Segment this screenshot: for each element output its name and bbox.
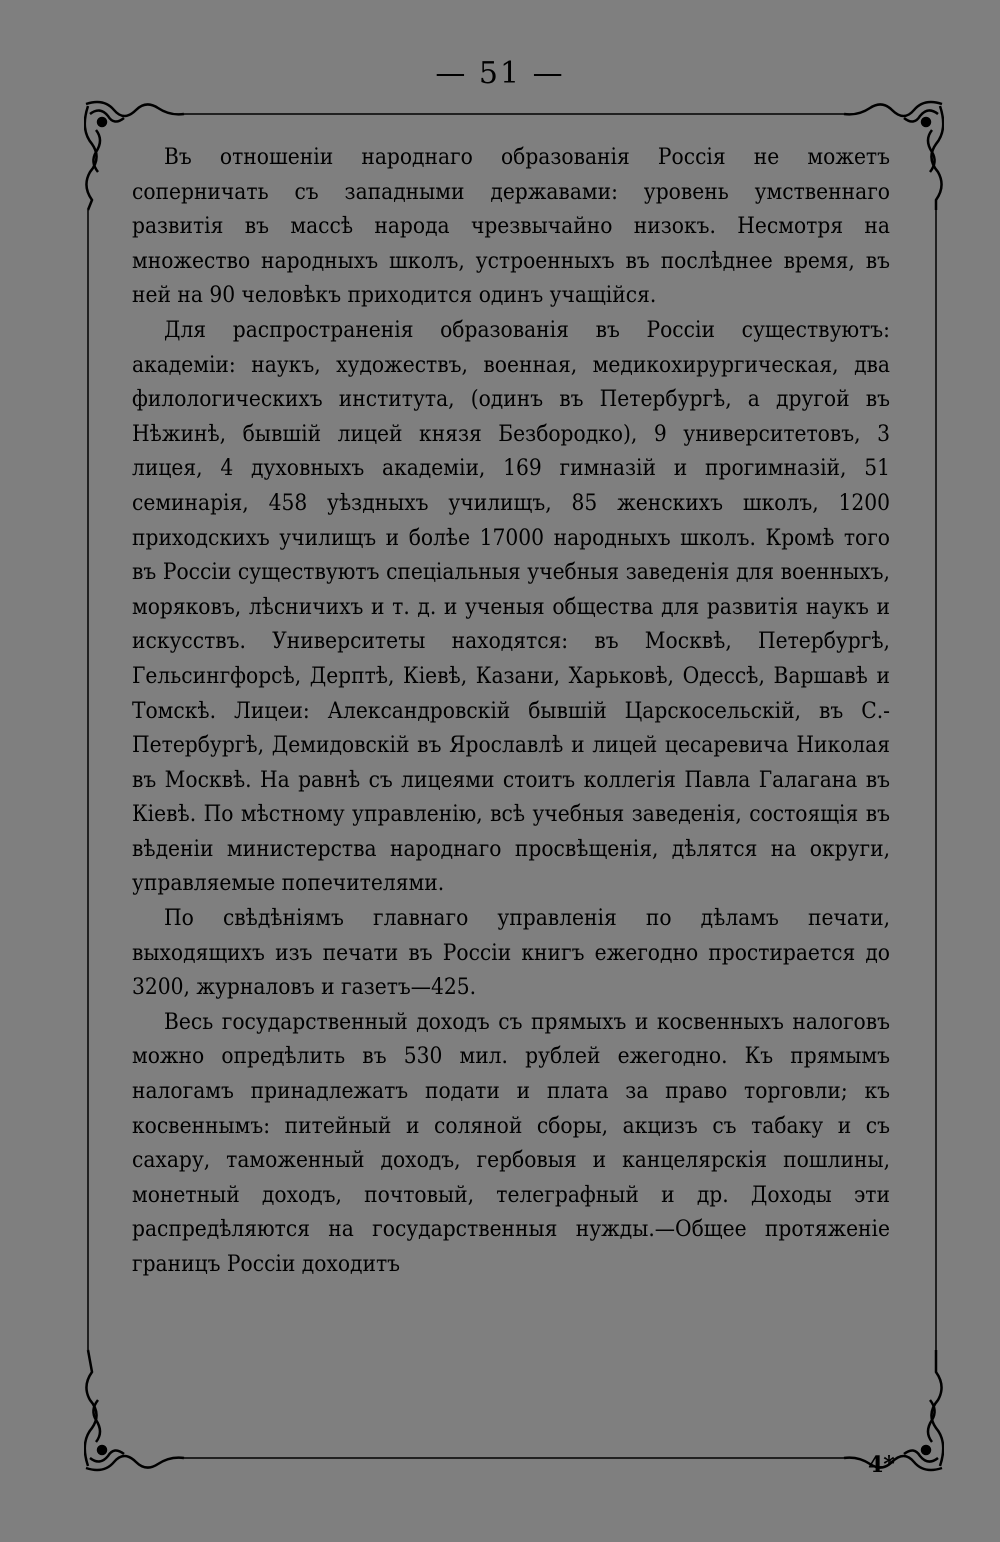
paragraph-3: По свѣдѣніямъ главнаго управленія по дѣламъ печати, выходящихъ изъ печати въ Россіи книгъ ежегодно простирается до 3200, журналовъ и газетъ—425. [132,905,890,1001]
corner-ornament-bottom-left [85,1350,184,1470]
body-text [132,140,890,1282]
paragraph-4: Весь государственный доходъ съ прямыхъ и косвенныхъ налоговъ можно опредѣлить въ 530 мил. рублей ежегодно. Къ прямымъ налогамъ принадлежатъ подати и плата за право торговли; къ косвеннымъ: питейный и соляной сборы, акцизъ съ табаку и съ сахару, таможенный доходъ, гербовыя и канцелярскія пошлины, монетный доходъ, почтовый, телеграфный и др. Доходы эти распредѣляются на государственныя нужды.—Общее протяженіе границъ Россіи доходитъ [132,1008,890,1277]
page-number: — 51 — [435,56,565,91]
paragraph-2: Для распространенія образованія въ Россіи существуютъ: академіи: наукъ, художествъ, военная, медикохирургическая, два филологическихъ института, (одинъ въ Петербургѣ, а другой въ Нѣжинѣ, бывшій лицей князя Безбородко), 9 университетовъ, 3 лицея, 4 духовныхъ академіи, 169 гимназій и прогимназій, 51 семинарія, 458 уѣздныхъ училищъ, 85 женскихъ школъ, 1200 приходскихъ училищъ и болѣе 17000 народныхъ школъ. Кромѣ того въ Россіи существуютъ спеціальныя учебныя заведенія для военныхъ, моряковъ, лѣсничихъ и т. д. и ученыя общества для развитія наукъ и искусствъ. Университеты находятся: въ Москвѣ, Петербургѣ, Гельсингфорсѣ, Дерптѣ, Кіевѣ, Казани, Харьковѣ, Одессѣ, Варшавѣ и Томскѣ. Лицеи: Александровскій бывшій Царскосельскій, въ С.-Петербургѣ, Демидовскій въ Ярославлѣ и лицей цесаревича Николая въ Москвѣ. На равнѣ съ лицеями стоитъ коллегія Павла Галагана въ Кіевѣ. По мѣстному управленію, всѣ учебныя заведенія, состоящія въ вѣденіи министерства народнаго просвѣщенія, дѣлятся на округи, управляемые попечителями. [132,316,890,897]
signature-mark: 4* [868,1452,895,1478]
paragraph-1: Въ отношеніи народнаго образованія Россія не можетъ соперничать съ западными державами: уровень умственнаго развитія въ массѣ народа чрезвычайно низокъ. Несмотря на множество народныхъ школъ, устроенныхъ въ послѣднее время, въ ней на 90 человѣкъ приходится одинъ учащійся. [132,144,890,309]
